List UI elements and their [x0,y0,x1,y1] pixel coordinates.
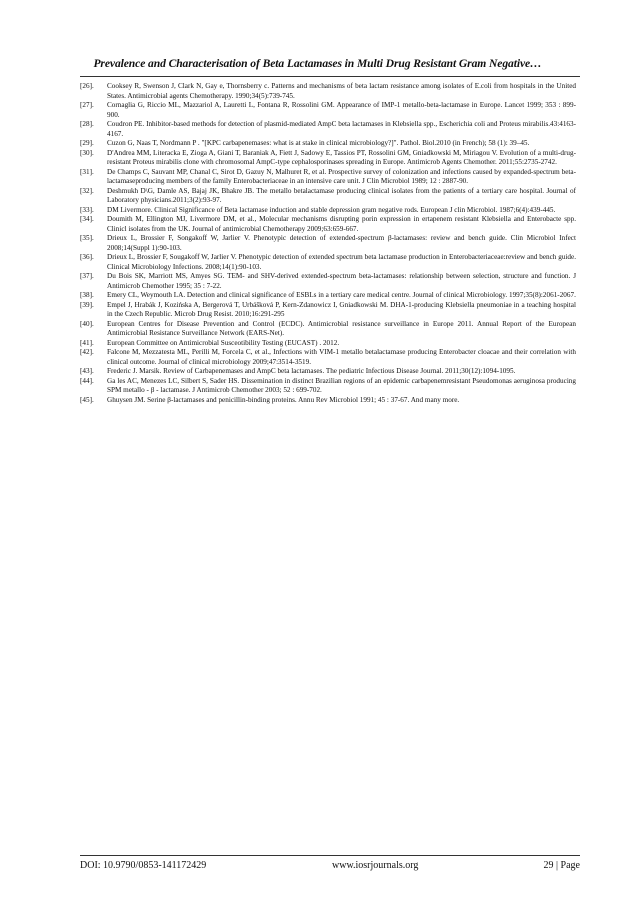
footer-page-number: 29 | Page [543,860,580,871]
reference-text: Coudron PE. Inhibitor-based methods for detection of plasmid-mediated AmpC beta lactamases in Klebsiella spp., Escherichia coli and Proteus mirabilis.43:4163-4167. [107,120,576,138]
reference-item [80,291,576,301]
reference-item [80,168,576,187]
reference-item [80,234,576,253]
reference-item [80,101,576,120]
reference-text: Ga les AC, Menezes LC, Silbert S, Sader HS. Dissemination in distinct Brazilian regions of an epidemic carbapenemresistant Pseudomonas aeruginosa producing SPM metallo - β - lactamase. J Antimicrob Chemother 2003; 52 : 699-702. [107,376,576,394]
reference-number: [36]. [80,253,94,261]
reference-item [80,139,576,149]
reference-text: Cuzon G, Naas T, Nordmann P . "[KPC carbapenemases: what is at stake in clinical microbiology?]". Pathol. Biol.2010 (in French); 58 (1): 39–45. [107,139,530,147]
reference-item [80,377,576,396]
reference-number: [29]. [80,139,94,147]
reference-text: Ghuysen JM. Serine β-lactamases and penicillin-binding proteins. Annu Rev Microbiol 1991; 45 : 37-67. And many more. [107,395,460,404]
reference-number: [32]. [80,186,94,195]
reference-number: [33]. [80,205,94,214]
footer-divider [80,855,580,856]
reference-list [80,82,576,405]
reference-number: [27]. [80,101,94,109]
reference-text: European Centres for Disease Prevention and Control (ECDC). Antimicrobial resistance surveillance in Europe 2011. Annual Report of the European Antimicrobial Resistance Surveillance Network (EARS-Net). [107,319,576,337]
reference-text: Drieux L, Brossier F, Songakoff W, Jarlier V. Phenotypic detection of extended-spectrum β-lactamases: review and bench guide. Clin Microbiol Infect 2008;14(Suppl 1):90-103. [107,234,576,252]
reference-text: Doumith M, Ellington MJ, Livermore DM, et al., Molecular mechanisms disrupting porin expression in ertapenem resistant Klebsiella and Enterobacte spp. Clinicl isolates from the UK. Journal of antimicrobial Chemotherapy 2009;63:659-667. [107,215,576,233]
reference-item [80,149,576,168]
reference-number: [40]. [80,319,94,328]
reference-text: Deshmukh D\G, Damle AS, Bajaj JK, Bhakre JB. The metallo betalactamase producing clinical isolates from the patients of a tertiary care hospital. Journal of Laboratory physicians.2011;3(2):93-97. [107,186,576,204]
footer-doi: DOI: 10.9790/0853-141172429 [80,860,207,871]
reference-item [80,339,576,349]
reference-number: [38]. [80,291,94,299]
reference-text: Cooksey R, Swenson J, Clark N, Gay e, Thornsberry c. Patterns and mechanisms of beta lactam resistance among isolates of E.coli from hospitals in the United States. Antimicrobial agents Chemotherapy. 1990;34(5):739-745. [107,82,576,100]
reference-item [80,348,576,367]
reference-item [80,320,576,339]
reference-number: [42]. [80,348,94,356]
reference-number: [34]. [80,215,94,223]
reference-item [80,396,576,406]
reference-item [80,187,576,206]
reference-text: D'Andrea MM, Literacka E, Zioga A, Giani T, Baraniak A, Fiett J, Sadowy E, Tassios PT, Rossolini GM, Gniadkowski M, Miriagou V. Evolution of a multi-drug-resistant Proteus mirabilis clone with chromosomal AmpC-type cephalosporinases spreading in Europe. Antimicrob Agents Chemother. 2011;55:2735-2742. [107,148,576,166]
reference-number: [31]. [80,167,94,176]
reference-item [80,301,576,320]
reference-number: [44]. [80,376,94,385]
reference-text: Drieux L, Brossier F, Sougakoff W, Jarlier V. Phenotypic detection of extended spectrum beta lactamase production in Enterobacteriaceae:review and bench guide. Clinical Microbiology Infections. 2008;14(1):90-103. [107,253,576,271]
reference-text: De Champs C, Sauvant MP, Chanal C, Sirot D, Gazuy N, Malhuret R, et al. Prospective survey of colonization and infections caused by expanded-spectrum beta-lactamaseproducing members of the family Enterobacteriaceae in an intensive care unit. J Clin Microbiol 1989; 12 : 2887-90. [107,167,576,185]
reference-item [80,253,576,272]
reference-item [80,82,576,101]
reference-number: [39]. [80,300,94,309]
reference-text: Cornaglia G, Riccio ML, Mazzariol A, Lauretti L, Fontana R, Rossolini GM. Appearance of IMP-1 metallo-beta-lactamase in Europe. Lancet 1999; 353 : 899-900. [107,101,576,119]
reference-item [80,215,576,234]
reference-number: [30]. [80,148,94,157]
reference-item [80,206,576,216]
reference-text: Empel J, Hrabák J, Kozińska A, Bergerová T, Urbášková P, Kern-Zdanowicz I, Gniadkowski M. DHA-1-producing Klebsiella pneumoniae in a teaching hospital in the Czech Republic. Microb Drug Resist. 2010;16:291-295 [107,300,576,318]
reference-number: [28]. [80,120,94,128]
reference-number: [37]. [80,272,94,280]
footer-website: www.iosrjournals.org [332,860,419,871]
reference-number: [43]. [80,367,94,375]
reference-text: Emery CL, Weymouth LA. Detection and clinical significance of ESBLs in a tertiary care medical centre. Journal of clinical Microbiology. 1997;35(8):2061-2067. [107,291,576,299]
reference-text: DM Livermore. Clinical Significance of Beta lactamase induction and stable depression gram negative rods. European J clin Microbiol. 1987;6(4):439-445. [107,205,556,214]
reference-number: [26]. [80,82,94,90]
reference-number: [45]. [80,395,94,404]
reference-text: Falcone M, Mezzatesta ML, Perilli M, Forcela C, et al., Infections with VIM-1 metallo betalactamase producing Enterobacter cloacae and their correlation with clinical outcome. Journal of clinical microbiology 2009;47:3514-3519. [107,348,576,366]
reference-item [80,120,576,139]
reference-number: [41]. [80,338,94,347]
reference-item [80,367,576,377]
reference-text: European Committee on Antimicrobial Susceotibility Testing (EUCAST) . 2012. [107,338,340,347]
reference-text: Du Bois SK, Marriott MS, Amyes SG. TEM- and SHV-derived extended-spectrum beta-lactamases: relationship between selection, structure and function. J Antimicrob Chemother 1995; 35 : 7-22. [107,272,576,290]
running-header: Prevalence and Characterisation of Beta Lactamases in Multi Drug Resistant Gram Negative… [93,57,542,70]
reference-item [80,272,576,291]
reference-text: Frederic J. Marsik. Review of Carbapenemases and AmpC beta lactamases. The pediatric Infectious Disease Journal. 2011;30(12):1094-1095. [107,367,516,375]
reference-number: [35]. [80,234,94,242]
header-divider [80,76,580,77]
